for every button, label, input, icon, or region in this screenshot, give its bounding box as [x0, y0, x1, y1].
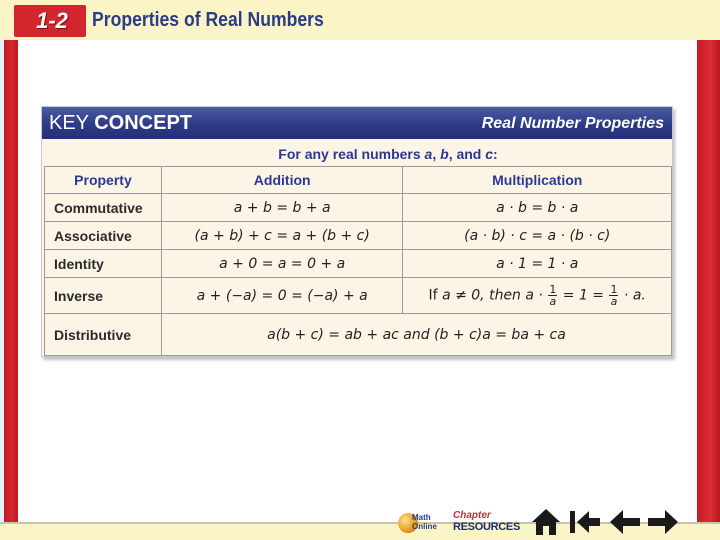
commutative-addition: a + b = b + a — [161, 194, 403, 222]
table-row — [45, 222, 672, 250]
intro-sep-2: , and — [448, 146, 486, 162]
lesson-title: Properties of Real Numbers — [92, 9, 324, 31]
fraction-one-over-a — [609, 284, 618, 307]
home-button[interactable] — [530, 507, 562, 537]
inverse-mult-prefix: If — [428, 287, 443, 304]
fraction-denominator: a — [549, 295, 557, 308]
inverse-multiplication — [403, 278, 672, 314]
distributive-expression: a(b + c) = ab + ac and (b + c)a = ba + ca — [161, 314, 671, 356]
fraction-one-over-a — [548, 284, 557, 307]
property-inverse: Inverse — [45, 278, 162, 314]
properties-table — [44, 166, 672, 356]
chapter-resources-button[interactable] — [453, 510, 521, 534]
commutative-multiplication: a · b = b · a — [403, 194, 672, 222]
table-row — [45, 194, 672, 222]
property-associative: Associative — [45, 222, 162, 250]
arrow-right-icon — [646, 507, 680, 537]
previous-slide-button[interactable] — [608, 507, 640, 537]
intro-suffix: : — [493, 146, 498, 162]
property-commutative: Commutative — [45, 194, 162, 222]
header-addition: Addition — [161, 167, 403, 194]
key-concept-word-concept: CONCEPT — [94, 112, 193, 134]
header-property: Property — [45, 167, 162, 194]
property-distributive: Distributive — [45, 314, 162, 356]
fraction-numerator: 1 — [610, 283, 618, 296]
inverse-mult-condition: a ≠ 0, then a · — [442, 287, 548, 304]
identity-addition: a + 0 = a = 0 + a — [161, 250, 403, 278]
associative-multiplication: (a · b) · c = a · (b · c) — [403, 222, 672, 250]
left-red-stripe — [4, 40, 18, 522]
table-row — [45, 278, 672, 314]
intro-sep-1: , — [432, 146, 441, 162]
resources-label: RESOURCES — [453, 521, 520, 533]
property-identity: Identity — [45, 250, 162, 278]
identity-multiplication: a · 1 = 1 · a — [403, 250, 672, 278]
intro-prefix: For any real numbers — [278, 146, 425, 162]
lesson-badge — [14, 5, 86, 37]
next-slide-button[interactable] — [646, 507, 678, 537]
table-row — [45, 250, 672, 278]
first-slide-button[interactable] — [568, 507, 600, 537]
intro-var-a: a — [424, 146, 433, 162]
table-row — [45, 314, 672, 356]
fraction-numerator: 1 — [549, 283, 557, 296]
intro-var-b: b — [440, 146, 449, 162]
inverse-mult-suffix: · a. — [619, 287, 646, 304]
lesson-number: 1-2 — [36, 8, 68, 33]
home-icon — [530, 507, 562, 537]
math-online-button[interactable] — [396, 510, 446, 536]
key-concept-label — [49, 111, 192, 135]
header-multiplication: Multiplication — [403, 167, 672, 194]
intro-var-c: c — [485, 146, 494, 162]
inverse-addition: a + (−a) = 0 = (−a) + a — [161, 278, 403, 314]
math-online-label: Math Online — [412, 513, 437, 531]
chapter-label: Chapter — [453, 510, 491, 521]
key-concept-panel — [41, 106, 673, 357]
associative-addition: (a + b) + c = a + (b + c) — [161, 222, 403, 250]
key-concept-header — [42, 107, 672, 139]
inverse-mult-middle: = 1 = — [558, 287, 609, 304]
key-concept-subtitle: Real Number Properties — [481, 115, 664, 132]
table-header-row — [45, 167, 672, 194]
key-concept-word-key: KEY — [49, 112, 89, 134]
fraction-denominator: a — [610, 295, 618, 308]
arrow-left-icon — [608, 507, 642, 537]
right-red-stripe — [697, 40, 720, 522]
intro-statement — [42, 141, 672, 167]
skip-back-icon — [568, 507, 602, 537]
